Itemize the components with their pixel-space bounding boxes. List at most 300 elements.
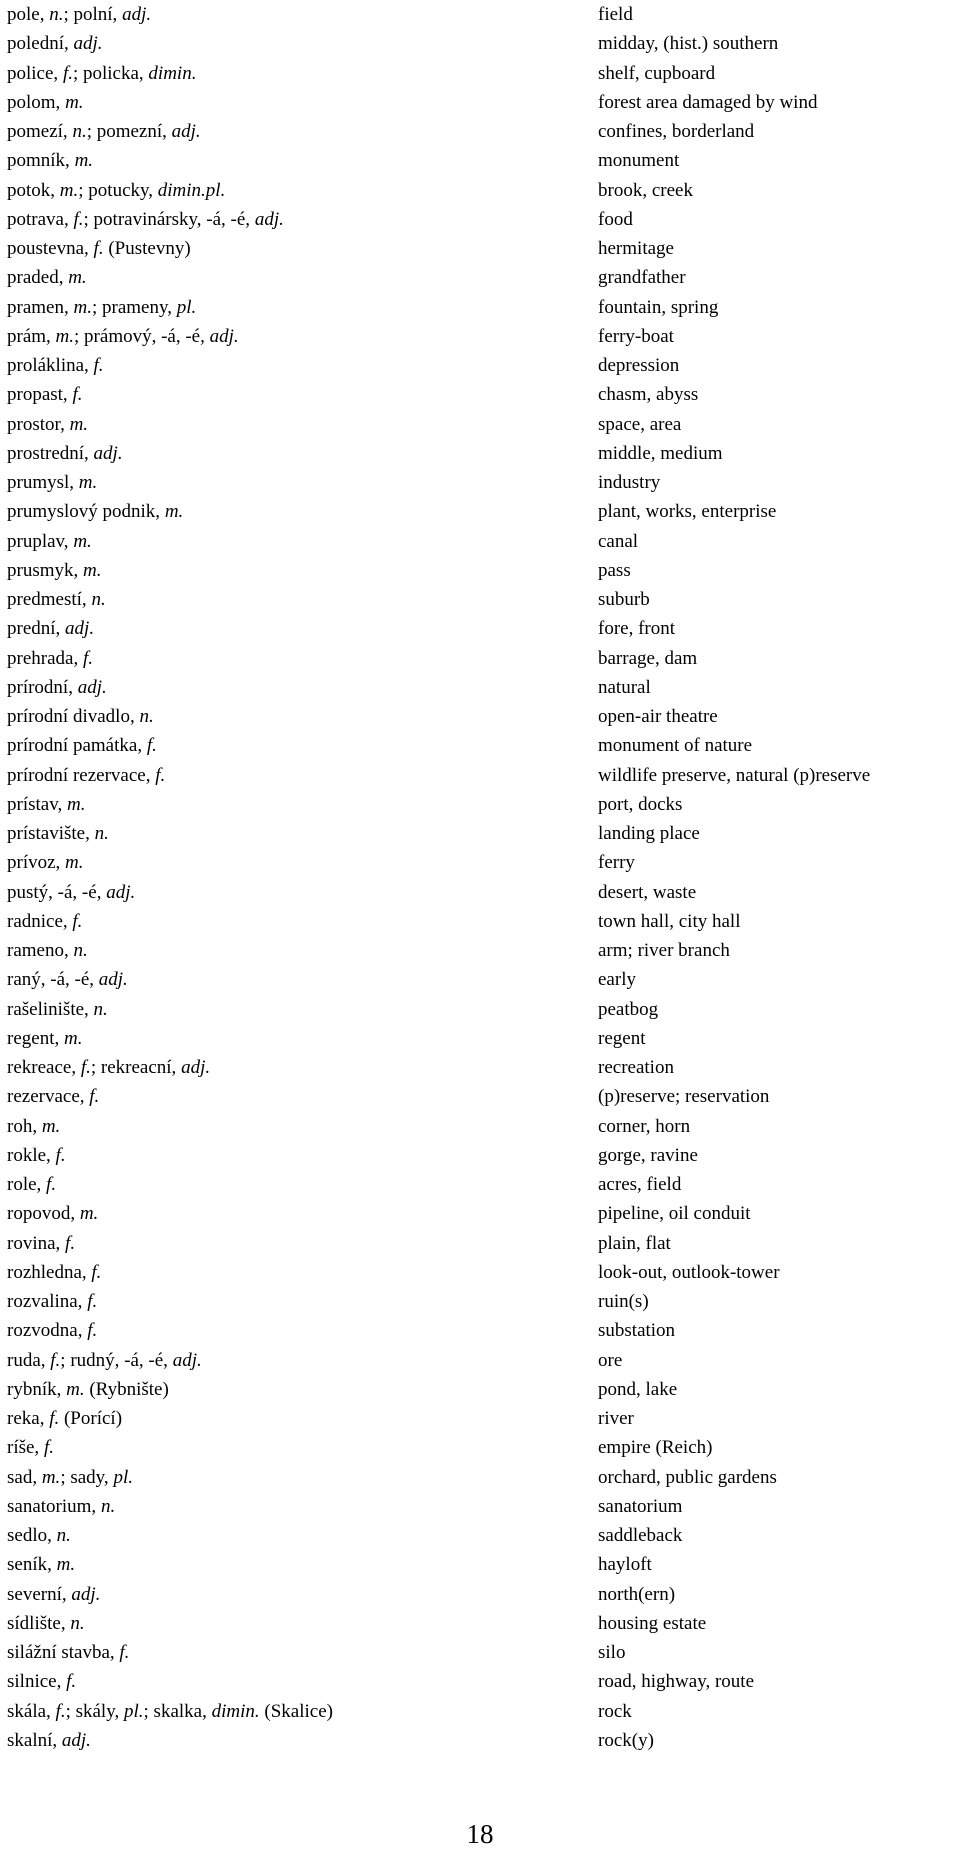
grammar-label: m. bbox=[73, 296, 92, 318]
grammar-label: f. bbox=[155, 764, 166, 786]
term-text: sad, bbox=[7, 1466, 42, 1488]
english-gloss: plant, works, enterprise bbox=[598, 501, 777, 523]
czech-term bbox=[7, 907, 567, 936]
grammar-label: f. bbox=[62, 62, 73, 84]
glossary-row bbox=[0, 1258, 960, 1287]
grammar-label: m. bbox=[66, 1378, 85, 1400]
term-text: silnice, bbox=[7, 1671, 67, 1693]
english-gloss: landing place bbox=[598, 823, 700, 844]
english-gloss: silo bbox=[598, 1642, 626, 1663]
czech-term bbox=[7, 1550, 567, 1579]
grammar-label: f. bbox=[46, 1174, 57, 1195]
term-text: poustevna, bbox=[7, 238, 94, 259]
grammar-label: n. bbox=[49, 4, 64, 25]
grammar-label: adj. bbox=[98, 969, 128, 991]
czech-term bbox=[7, 1346, 567, 1375]
grammar-label: adj. bbox=[73, 33, 103, 55]
czech-term bbox=[7, 117, 567, 146]
glossary-row bbox=[0, 702, 960, 731]
term-text: seník, bbox=[7, 1554, 57, 1576]
czech-term bbox=[7, 146, 567, 175]
czech-term bbox=[7, 1404, 567, 1433]
english-gloss: ferry bbox=[598, 852, 635, 874]
english-gloss: midday, (hist.) southern bbox=[598, 33, 779, 55]
grammar-label: m. bbox=[56, 1554, 76, 1576]
english-gloss: middle, medium bbox=[598, 442, 723, 464]
czech-term bbox=[7, 1697, 567, 1726]
grammar-label: f. bbox=[87, 1291, 98, 1312]
glossary-row bbox=[0, 1316, 960, 1345]
grammar-label: adj. bbox=[65, 618, 95, 640]
term-text: prusmyk, bbox=[7, 559, 83, 581]
glossary-row bbox=[0, 761, 960, 790]
grammar-label: adj. bbox=[172, 1349, 202, 1371]
term-text: proláklina, bbox=[7, 355, 94, 376]
term-text: ; skalka, bbox=[143, 1700, 212, 1722]
glossary-row bbox=[0, 29, 960, 58]
term-text: (Pustevny) bbox=[103, 238, 191, 259]
czech-term bbox=[7, 1638, 567, 1667]
term-text: pomník, bbox=[7, 150, 75, 172]
english-gloss: desert, waste bbox=[598, 881, 697, 903]
grammar-label: f. bbox=[119, 1642, 130, 1663]
glossary-row bbox=[0, 1170, 960, 1199]
term-text: rozvalina, bbox=[7, 1291, 88, 1312]
czech-term bbox=[7, 0, 567, 29]
grammar-label: n. bbox=[73, 940, 88, 961]
czech-term bbox=[7, 1170, 567, 1199]
term-text: (Porící) bbox=[59, 1408, 123, 1429]
czech-term bbox=[7, 995, 567, 1024]
english-gloss: regent bbox=[598, 1027, 646, 1049]
glossary-row bbox=[0, 1521, 960, 1550]
czech-term bbox=[7, 88, 567, 117]
czech-term bbox=[7, 439, 567, 468]
english-gloss: chasm, abyss bbox=[598, 384, 699, 406]
term-text: prostrední, bbox=[7, 442, 94, 464]
grammar-label: n. bbox=[91, 589, 106, 610]
glossary-row bbox=[0, 1609, 960, 1638]
english-gloss: field bbox=[598, 4, 633, 25]
grammar-label: f. bbox=[55, 1700, 66, 1722]
czech-term bbox=[7, 556, 567, 585]
grammar-label: dimin. bbox=[211, 1700, 260, 1722]
czech-term bbox=[7, 965, 567, 994]
grammar-label: m. bbox=[41, 1115, 61, 1137]
term-text: potrava, bbox=[7, 208, 74, 230]
grammar-label: f. bbox=[93, 238, 104, 259]
term-text: prírodní památka, bbox=[7, 735, 147, 757]
english-gloss: recreation bbox=[598, 1057, 674, 1078]
english-gloss: brook, creek bbox=[598, 179, 693, 201]
grammar-label: pl. bbox=[176, 296, 197, 318]
glossary-row bbox=[0, 965, 960, 994]
english-gloss: rock(y) bbox=[598, 1729, 654, 1751]
english-gloss: arm; river branch bbox=[598, 940, 730, 961]
grammar-label: f. bbox=[66, 1671, 77, 1693]
term-text: role, bbox=[7, 1174, 47, 1195]
term-text: raný, -á, -é, bbox=[7, 969, 99, 991]
grammar-label: f. bbox=[43, 1437, 54, 1459]
czech-term bbox=[7, 1229, 567, 1258]
term-text: pole, bbox=[7, 4, 50, 25]
term-text: pomezí, bbox=[7, 121, 73, 142]
english-gloss: hayloft bbox=[598, 1554, 652, 1576]
glossary-row bbox=[0, 1726, 960, 1755]
grammar-label: m. bbox=[79, 1203, 99, 1225]
english-gloss: orchard, public gardens bbox=[598, 1466, 777, 1488]
page-number: 18 bbox=[466, 1819, 494, 1849]
english-gloss: north(ern) bbox=[598, 1583, 676, 1605]
english-gloss: wildlife preserve, natural (p)reserve bbox=[598, 764, 871, 786]
czech-term bbox=[7, 1609, 567, 1638]
term-text: ; potucky, bbox=[78, 179, 158, 201]
glossary-row bbox=[0, 731, 960, 760]
czech-term bbox=[7, 761, 567, 790]
grammar-label: adj. bbox=[181, 1057, 211, 1078]
czech-term bbox=[7, 1492, 567, 1521]
grammar-label: pl. bbox=[113, 1466, 133, 1488]
term-text: rekreace, bbox=[7, 1057, 81, 1078]
term-text: ruda, bbox=[7, 1349, 51, 1371]
english-gloss: depression bbox=[598, 355, 680, 376]
glossary-row bbox=[0, 176, 960, 205]
grammar-label: m. bbox=[78, 472, 98, 493]
czech-term bbox=[7, 936, 567, 965]
grammar-label: m. bbox=[73, 530, 92, 552]
czech-term bbox=[7, 878, 567, 907]
grammar-label: f. bbox=[72, 910, 83, 932]
grammar-label: adj. bbox=[209, 325, 239, 347]
czech-term bbox=[7, 1024, 567, 1053]
glossary-row bbox=[0, 1346, 960, 1375]
english-gloss: empire (Reich) bbox=[598, 1437, 713, 1459]
term-text: praded, bbox=[7, 267, 69, 289]
term-text: prístavište, bbox=[7, 823, 95, 844]
grammar-label: f. bbox=[65, 1232, 76, 1254]
grammar-label: adj. bbox=[71, 1583, 101, 1605]
grammar-label: pl. bbox=[123, 1700, 144, 1722]
term-text: prívoz, bbox=[7, 852, 66, 874]
term-text: ; polní, bbox=[63, 4, 123, 25]
glossary-row bbox=[0, 59, 960, 88]
english-gloss: ruin(s) bbox=[598, 1291, 649, 1312]
czech-term bbox=[7, 205, 567, 234]
czech-term bbox=[7, 234, 567, 263]
glossary-row bbox=[0, 146, 960, 175]
term-text: (Skalice) bbox=[259, 1700, 333, 1722]
english-gloss: fountain, spring bbox=[598, 296, 719, 318]
czech-term bbox=[7, 848, 567, 877]
term-text: prírodní rezervace, bbox=[7, 764, 156, 786]
english-gloss: peatbog bbox=[598, 998, 659, 1020]
czech-term bbox=[7, 1199, 567, 1228]
english-gloss: plain, flat bbox=[598, 1232, 671, 1254]
english-gloss: pipeline, oil conduit bbox=[598, 1203, 751, 1225]
english-gloss: rock bbox=[598, 1700, 632, 1722]
term-text: prední, bbox=[7, 618, 66, 640]
glossary-row bbox=[0, 1141, 960, 1170]
term-text: regent, bbox=[7, 1027, 64, 1049]
english-gloss: fore, front bbox=[598, 618, 676, 640]
grammar-label: f. bbox=[73, 208, 84, 230]
czech-term bbox=[7, 293, 567, 322]
glossary-row bbox=[0, 380, 960, 409]
grammar-label: m. bbox=[69, 413, 89, 435]
term-text: rozvodna, bbox=[7, 1320, 88, 1342]
term-text: rovina, bbox=[7, 1232, 66, 1254]
glossary-row bbox=[0, 673, 960, 702]
term-text: rašelinište, bbox=[7, 998, 94, 1020]
grammar-label: m. bbox=[66, 793, 86, 815]
term-text: rozhledna, bbox=[7, 1261, 92, 1283]
czech-term bbox=[7, 1667, 567, 1696]
term-text: silážní stavba, bbox=[7, 1642, 120, 1663]
glossary-row bbox=[0, 88, 960, 117]
term-text: ; prameny, bbox=[91, 296, 177, 318]
grammar-label: f. bbox=[55, 1144, 66, 1166]
czech-term bbox=[7, 263, 567, 292]
grammar-label: n. bbox=[93, 998, 108, 1020]
term-text: potok, bbox=[7, 179, 60, 201]
english-gloss: hermitage bbox=[598, 238, 674, 259]
grammar-label: n. bbox=[56, 1525, 71, 1546]
english-gloss: monument of nature bbox=[598, 735, 753, 757]
term-text: propast, bbox=[7, 384, 73, 406]
grammar-label: adj. bbox=[171, 121, 201, 142]
czech-term bbox=[7, 731, 567, 760]
term-text: police, bbox=[7, 62, 63, 84]
glossary-row bbox=[0, 117, 960, 146]
grammar-label: m. bbox=[164, 501, 184, 523]
term-text: radnice, bbox=[7, 910, 73, 932]
english-gloss: food bbox=[598, 208, 633, 230]
grammar-label: f. bbox=[80, 1057, 91, 1078]
term-text: ; prámový, -á, -é, bbox=[74, 325, 210, 347]
grammar-label: f. bbox=[89, 1086, 100, 1108]
term-text: sedlo, bbox=[7, 1525, 57, 1546]
english-gloss: sanatorium bbox=[598, 1495, 683, 1517]
grammar-label: f. bbox=[82, 647, 93, 669]
english-gloss: confines, borderland bbox=[598, 121, 755, 142]
term-text: ; rudný, -á, -é, bbox=[60, 1349, 173, 1371]
english-gloss: pass bbox=[598, 559, 631, 581]
english-gloss: suburb bbox=[598, 589, 650, 610]
glossary-row bbox=[0, 936, 960, 965]
term-text: severní, bbox=[7, 1583, 72, 1605]
glossary-row bbox=[0, 410, 960, 439]
term-text: ; sady, bbox=[60, 1466, 114, 1488]
glossary-row bbox=[0, 1492, 960, 1521]
czech-term bbox=[7, 59, 567, 88]
english-gloss: forest area damaged by wind bbox=[598, 91, 818, 113]
term-text: ; potravinársky, -á, -é, bbox=[83, 208, 255, 230]
czech-term bbox=[7, 1141, 567, 1170]
glossary-row bbox=[0, 1375, 960, 1404]
glossary-row bbox=[0, 1199, 960, 1228]
glossary-row bbox=[0, 907, 960, 936]
glossary-row bbox=[0, 878, 960, 907]
grammar-label: m. bbox=[65, 852, 84, 874]
grammar-label: adj. bbox=[77, 676, 107, 698]
czech-term bbox=[7, 644, 567, 673]
glossary-row bbox=[0, 468, 960, 497]
english-gloss: (p)reserve; reservation bbox=[598, 1086, 770, 1108]
glossary-row bbox=[0, 0, 960, 29]
czech-term bbox=[7, 1433, 567, 1462]
grammar-label: m. bbox=[83, 559, 102, 581]
term-text: skalní, bbox=[7, 1729, 62, 1751]
czech-term bbox=[7, 1287, 567, 1316]
grammar-label: adj. bbox=[93, 442, 123, 464]
glossary-row bbox=[0, 1024, 960, 1053]
glossary-row bbox=[0, 205, 960, 234]
grammar-label: f. bbox=[49, 1408, 60, 1429]
czech-term bbox=[7, 1580, 567, 1609]
czech-term bbox=[7, 351, 567, 380]
term-text: ropovod, bbox=[7, 1203, 80, 1225]
czech-term bbox=[7, 790, 567, 819]
grammar-label: m. bbox=[55, 325, 75, 347]
grammar-label: n. bbox=[94, 823, 109, 844]
czech-term bbox=[7, 1112, 567, 1141]
glossary-row bbox=[0, 1667, 960, 1696]
czech-term bbox=[7, 527, 567, 556]
english-gloss: shelf, cupboard bbox=[598, 62, 716, 84]
term-text: sanatorium, bbox=[7, 1495, 101, 1517]
grammar-label: adj. bbox=[61, 1729, 91, 1751]
english-gloss: housing estate bbox=[598, 1612, 707, 1634]
czech-term bbox=[7, 1316, 567, 1345]
czech-term bbox=[7, 585, 567, 614]
grammar-label: adj. bbox=[254, 208, 284, 230]
glossary-row bbox=[0, 819, 960, 848]
glossary-row bbox=[0, 351, 960, 380]
glossary-row bbox=[0, 1112, 960, 1141]
grammar-label: m. bbox=[41, 1466, 61, 1488]
grammar-label: n. bbox=[70, 1612, 85, 1634]
grammar-label: n. bbox=[72, 121, 87, 142]
grammar-label: dimin. bbox=[148, 62, 197, 84]
grammar-label: m. bbox=[68, 267, 87, 289]
glossary-row bbox=[0, 614, 960, 643]
english-gloss: space, area bbox=[598, 413, 682, 435]
grammar-label: adj. bbox=[122, 4, 152, 25]
glossary-row bbox=[0, 1287, 960, 1316]
english-gloss: port, docks bbox=[598, 793, 683, 815]
glossary-row bbox=[0, 1580, 960, 1609]
term-text: prám, bbox=[7, 325, 56, 347]
glossary-row bbox=[0, 644, 960, 673]
grammar-label: n. bbox=[139, 706, 154, 727]
grammar-label: m. bbox=[65, 91, 84, 113]
czech-term bbox=[7, 1463, 567, 1492]
english-gloss: look-out, outlook-tower bbox=[598, 1261, 780, 1283]
english-gloss: monument bbox=[598, 150, 680, 172]
glossary-row bbox=[0, 1697, 960, 1726]
czech-term bbox=[7, 29, 567, 58]
glossary-row bbox=[0, 1229, 960, 1258]
czech-term bbox=[7, 614, 567, 643]
term-text: ríše, bbox=[7, 1437, 44, 1459]
english-gloss: ferry-boat bbox=[598, 325, 674, 347]
english-gloss: barrage, dam bbox=[598, 647, 698, 669]
term-text: ; pomezní, bbox=[86, 121, 172, 142]
english-gloss: substation bbox=[598, 1320, 676, 1342]
term-text: pramen, bbox=[7, 296, 74, 318]
czech-term bbox=[7, 1082, 567, 1111]
glossary-row bbox=[0, 497, 960, 526]
term-text: prumyslový podnik, bbox=[7, 501, 165, 523]
grammar-label: m. bbox=[63, 1027, 83, 1049]
english-gloss: early bbox=[598, 969, 636, 991]
glossary-row bbox=[0, 1550, 960, 1579]
english-gloss: town hall, city hall bbox=[598, 910, 741, 932]
term-text: polom, bbox=[7, 91, 66, 113]
term-text: prírodní, bbox=[7, 676, 78, 698]
term-text: pustý, -á, -é, bbox=[7, 881, 107, 903]
glossary-row bbox=[0, 556, 960, 585]
english-gloss: saddleback bbox=[598, 1525, 683, 1546]
term-text: rezervace, bbox=[7, 1086, 90, 1108]
glossary-row bbox=[0, 263, 960, 292]
term-text: ; policka, bbox=[72, 62, 149, 84]
english-gloss: pond, lake bbox=[598, 1378, 678, 1400]
english-gloss: grandfather bbox=[598, 267, 686, 289]
grammar-label: f. bbox=[93, 355, 104, 376]
glossary-row bbox=[0, 1082, 960, 1111]
grammar-label: f. bbox=[146, 735, 157, 757]
glossary-row bbox=[0, 995, 960, 1024]
glossary-row bbox=[0, 1433, 960, 1462]
czech-term bbox=[7, 702, 567, 731]
grammar-label: f. bbox=[87, 1320, 98, 1342]
english-gloss: open-air theatre bbox=[598, 706, 718, 727]
czech-term bbox=[7, 1258, 567, 1287]
glossary-row bbox=[0, 848, 960, 877]
czech-term bbox=[7, 176, 567, 205]
term-text: rameno, bbox=[7, 940, 74, 961]
grammar-label: dimin.pl. bbox=[157, 179, 226, 201]
english-gloss: gorge, ravine bbox=[598, 1144, 698, 1166]
czech-term bbox=[7, 1521, 567, 1550]
english-gloss: river bbox=[598, 1408, 634, 1429]
glossary-row bbox=[0, 234, 960, 263]
czech-term bbox=[7, 819, 567, 848]
glossary-row bbox=[0, 439, 960, 468]
glossary-row bbox=[0, 790, 960, 819]
glossary-row bbox=[0, 322, 960, 351]
term-text: rokle, bbox=[7, 1144, 56, 1166]
czech-term bbox=[7, 322, 567, 351]
grammar-label: n. bbox=[100, 1495, 116, 1517]
grammar-label: adj. bbox=[106, 881, 136, 903]
term-text: prírodní divadlo, bbox=[7, 706, 140, 727]
term-text: rybník, bbox=[7, 1378, 67, 1400]
term-text: prehrada, bbox=[7, 647, 83, 669]
term-text: prumysl, bbox=[7, 472, 79, 493]
grammar-label: m. bbox=[74, 150, 94, 172]
czech-term bbox=[7, 468, 567, 497]
glossary-row bbox=[0, 1404, 960, 1433]
czech-term bbox=[7, 1375, 567, 1404]
term-text: prostor, bbox=[7, 413, 70, 435]
grammar-label: f. bbox=[50, 1349, 61, 1371]
czech-term bbox=[7, 497, 567, 526]
czech-term bbox=[7, 380, 567, 409]
czech-term bbox=[7, 1726, 567, 1755]
glossary-row bbox=[0, 585, 960, 614]
